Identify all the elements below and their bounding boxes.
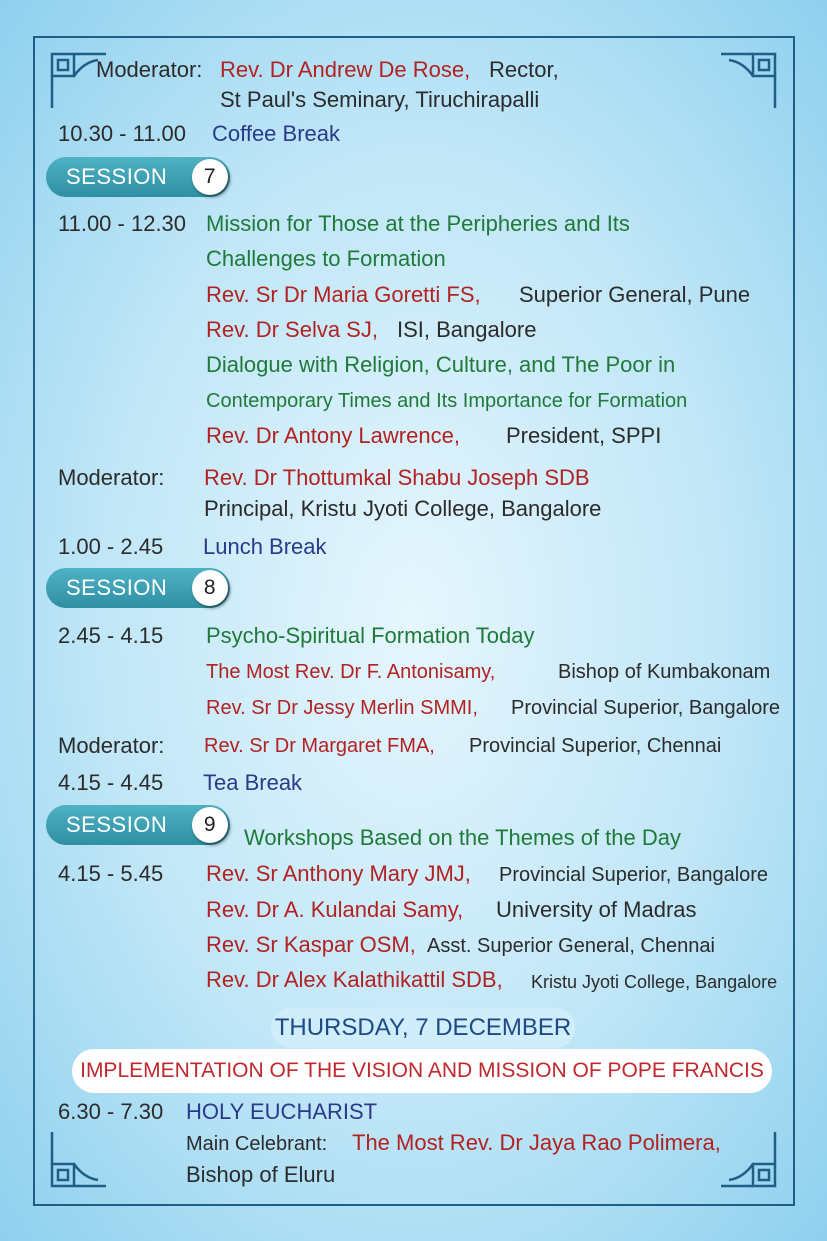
- session-8-speaker1-name: The Most Rev. Dr F. Antonisamy,: [206, 661, 496, 683]
- top-moderator-role: Rector,: [489, 57, 559, 82]
- session-8-speaker1-role: Bishop of Kumbakonam: [558, 661, 771, 683]
- session-9-speaker4-role: Kristu Jyoti College, Bangalore: [531, 972, 778, 992]
- corner-ornament-bottom-right: [713, 1124, 783, 1194]
- session-8-speaker2-role: Provincial Superior, Bangalore: [511, 697, 781, 719]
- session-7-moderator-name: Rev. Dr Thottumkal Shabu Joseph SDB: [204, 465, 590, 490]
- lunch-time: 1.00 - 2.45: [58, 534, 164, 559]
- top-moderator-name: Rev. Dr Andrew De Rose,: [220, 57, 471, 82]
- session-9-speaker3-name: Rev. Sr Kaspar OSM,: [206, 932, 416, 957]
- session-9-speaker3-role: Asst. Superior General, Chennai: [427, 935, 715, 957]
- coffee-time: 10.30 - 11.00: [58, 121, 187, 146]
- session-7-speaker1-role: Superior General, Pune: [519, 282, 751, 307]
- session-8-title: Psycho-Spiritual Formation Today: [206, 623, 535, 648]
- lunch-label: Lunch Break: [203, 534, 327, 559]
- session-7-speaker1-name: Rev. Sr Dr Maria Goretti FS,: [206, 282, 481, 307]
- top-moderator-label: Moderator:: [96, 57, 203, 82]
- day-theme: IMPLEMENTATION OF THE VISION AND MISSION OF POPE FRANCIS: [72, 1049, 772, 1093]
- tea-label: Tea Break: [203, 770, 303, 795]
- day-heading: THURSDAY, 7 DECEMBER: [271, 1008, 575, 1048]
- corner-ornament-bottom-left: [44, 1124, 114, 1194]
- celebrant-label: Main Celebrant:: [186, 1133, 328, 1155]
- session-7-time: 11.00 - 12.30: [58, 211, 187, 236]
- celebrant-name: The Most Rev. Dr Jaya Rao Polimera,: [352, 1130, 721, 1155]
- session-7-title2-line2: Contemporary Times and Its Importance for Formation: [206, 390, 688, 412]
- session-8-speaker2-name: Rev. Sr Dr Jessy Merlin SMMI,: [206, 697, 478, 719]
- celebrant-role: Bishop of Eluru: [186, 1162, 336, 1187]
- session-7-speaker3-name: Rev. Dr Antony Lawrence,: [206, 423, 460, 448]
- session-7-title2-line1: Dialogue with Religion, Culture, and The Poor in: [206, 352, 676, 377]
- session-7-speaker2-name: Rev. Dr Selva SJ,: [206, 317, 378, 342]
- session-7-moderator-label: Moderator:: [58, 465, 165, 490]
- session-9-time: 4.15 - 5.45: [58, 861, 164, 886]
- session-9-speaker4-name: Rev. Dr Alex Kalathikattil SDB,: [206, 967, 503, 992]
- session-8-number: 8: [192, 570, 228, 606]
- session-7-badge: [46, 157, 230, 197]
- session-9-speaker2-role: University of Madras: [496, 897, 697, 922]
- eucharist-time: 6.30 - 7.30: [58, 1099, 164, 1124]
- session-7-moderator-role: Principal, Kristu Jyoti College, Bangalore: [204, 496, 602, 521]
- session-7-speaker2-role: ISI, Bangalore: [397, 317, 537, 342]
- session-9-badge: [46, 805, 230, 845]
- session-9-title: Workshops Based on the Themes of the Day: [244, 825, 681, 850]
- top-moderator-institution: St Paul's Seminary, Tiruchirapalli: [220, 87, 540, 112]
- tea-time: 4.15 - 4.45: [58, 770, 164, 795]
- session-7-number: 7: [192, 159, 228, 195]
- session-9-speaker2-name: Rev. Dr A. Kulandai Samy,: [206, 897, 464, 922]
- session-8-moderator-name: Rev. Sr Dr Margaret FMA,: [204, 735, 435, 757]
- session-9-speaker1-name: Rev. Sr Anthony Mary JMJ,: [206, 861, 471, 886]
- session-8-label: SESSION: [66, 575, 168, 600]
- session-7-title1-line1: Mission for Those at the Peripheries and Its: [206, 211, 630, 236]
- session-8-moderator-label: Moderator:: [58, 733, 165, 758]
- session-7-speaker3-role: President, SPPI: [506, 423, 662, 448]
- session-8-moderator-role: Provincial Superior, Chennai: [469, 735, 722, 757]
- session-9-label: SESSION: [66, 812, 168, 837]
- session-8-time: 2.45 - 4.15: [58, 623, 164, 648]
- session-9-speaker1-role: Provincial Superior, Bangalore: [499, 864, 769, 886]
- eucharist-label: HOLY EUCHARIST: [186, 1099, 378, 1124]
- session-7-title1-line2: Challenges to Formation: [206, 246, 446, 271]
- session-9-number: 9: [192, 807, 228, 843]
- coffee-label: Coffee Break: [212, 121, 341, 146]
- session-8-badge: [46, 568, 230, 608]
- session-7-label: SESSION: [66, 164, 168, 189]
- corner-ornament-top-right: [713, 46, 783, 116]
